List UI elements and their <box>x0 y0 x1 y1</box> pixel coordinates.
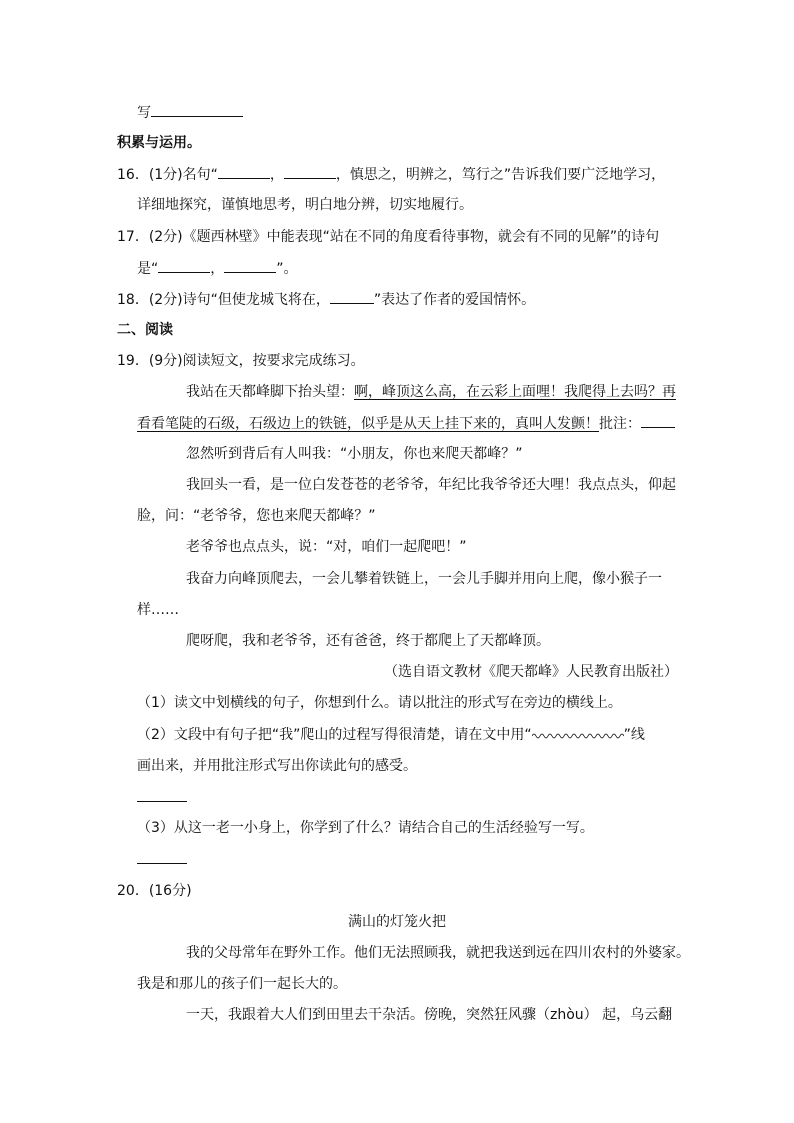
wavy-line-icon <box>532 729 624 739</box>
section-heading-reading: 二、阅读 <box>117 322 173 338</box>
sub2-answer-blank[interactable] <box>137 787 187 802</box>
q17-blank-1[interactable] <box>158 258 210 273</box>
passage-p1-line2 <box>137 413 675 434</box>
story-title: 满山的灯笼火把 <box>348 914 446 930</box>
sub2-text-a: （2）文段中有句子把“我”爬山的过程写得很清楚，请在文中用“ <box>137 727 532 743</box>
p1-underlined-2: 看看笔陡的石级，石级边上的铁链，似乎是从天上挂下来的，真叫人发颤！ <box>137 416 599 432</box>
p1-text-a: 我站在天都峰脚下抬头望： <box>186 384 354 400</box>
q18-text-b: ”表达了作者的爱国情怀。 <box>373 292 536 308</box>
passage-p5-line2: 样…… <box>137 602 179 618</box>
sub2-text-b: ”线 <box>623 727 645 743</box>
q17-text-d: ”。 <box>276 261 298 277</box>
question-20: 20．(16分) <box>117 883 192 899</box>
question-16 <box>117 164 665 185</box>
answer-blank[interactable] <box>151 102 243 117</box>
subquestion-2-answer <box>137 787 187 808</box>
p1-annotation-blank[interactable] <box>641 413 675 428</box>
sub3-answer-blank[interactable] <box>137 849 187 864</box>
passage-source: （选自语文教材《爬天都峰》人民教育出版社） <box>384 664 678 680</box>
passage-p1-line1 <box>186 382 676 402</box>
question-18 <box>117 289 535 310</box>
q18-blank[interactable] <box>330 289 374 304</box>
passage-p5-line1: 我奋力向峰顶爬去，一会儿攀着铁链上，一会儿手脚并用向上爬，像小猴子一 <box>186 571 662 587</box>
q16-text-c: ，慎思之，明辨之，笃行之”告诉我们要广泛地学习， <box>335 167 666 183</box>
story-p2-line1: 一天，我跟着大人们到田里去干杂活。傍晚，突然狂风骤（zhòu） 起，乌云翻 <box>186 1007 673 1023</box>
subquestion-2 <box>137 725 645 745</box>
passage-p3-line1: 我回头一看，是一位白发苍苍的老爷爷，年纪比我爷爷还大哩！我点点头，仰起 <box>186 477 676 493</box>
answer-line-write <box>137 102 243 123</box>
q16-text-b: ， <box>269 167 284 183</box>
q17-text-b: 是“ <box>137 261 159 277</box>
passage-p6: 爬呀爬，我和老爷爷，还有爸爸，终于都爬上了天都峰顶。 <box>186 633 550 649</box>
section-heading-accumulation: 积累与运用。 <box>117 135 201 151</box>
q16-blank-2[interactable] <box>284 164 336 179</box>
q16-blank-1[interactable] <box>218 164 270 179</box>
q18-text-a: 18．(2分)诗句“但使龙城飞将在， <box>117 292 330 308</box>
passage-p2: 忽然听到背后有人叫我：“小朋友，你也来爬天都峰？” <box>186 446 523 462</box>
q17-text-c: ， <box>210 261 225 277</box>
p1-underlined-1: 啊，峰顶这么高，在云彩上面哩！我爬得上去吗？再 <box>354 384 676 400</box>
question-17-line2 <box>137 258 298 279</box>
q16-text-a: 16．(1分)名句“ <box>117 167 218 183</box>
story-p1-line1: 我的父母常年在野外工作。他们无法照顾我，就把我送到远在四川农村的外婆家。 <box>186 945 690 961</box>
subquestion-2-line2: 画出来，并用批注形式写出你读此句的感受。 <box>137 758 417 774</box>
subquestion-3: （3）从这一老一小身上，你学到了什么？请结合自己的生活经验写一写。 <box>137 820 594 836</box>
question-17: 17．(2分)《题西林壁》中能表现“站在不同的角度看待事物，就会有不同的见解”的诗句 <box>117 229 660 245</box>
subquestion-3-answer <box>137 849 187 870</box>
story-p1-line2: 我是和那儿的孩子们一起长大的。 <box>137 976 347 992</box>
passage-p4: 老爷爷也点点头，说：“对，咱们一起爬吧！” <box>186 539 467 555</box>
subquestion-1: （1）读文中划横线的句子，你想到什么。请以批注的形式写在旁边的横线上。 <box>137 695 622 711</box>
p1-annotation-label: 批注： <box>599 416 641 432</box>
label-write: 写 <box>137 105 151 121</box>
question-19: 19．(9分)阅读短文，按要求完成练习。 <box>117 353 365 369</box>
passage-p3-line2: 脸，问：“老爷爷，您也来爬天都峰？” <box>137 508 376 524</box>
question-16-line2: 详细地探究，谨慎地思考，明白地分辨，切实地履行。 <box>137 197 473 213</box>
q17-blank-2[interactable] <box>224 258 276 273</box>
